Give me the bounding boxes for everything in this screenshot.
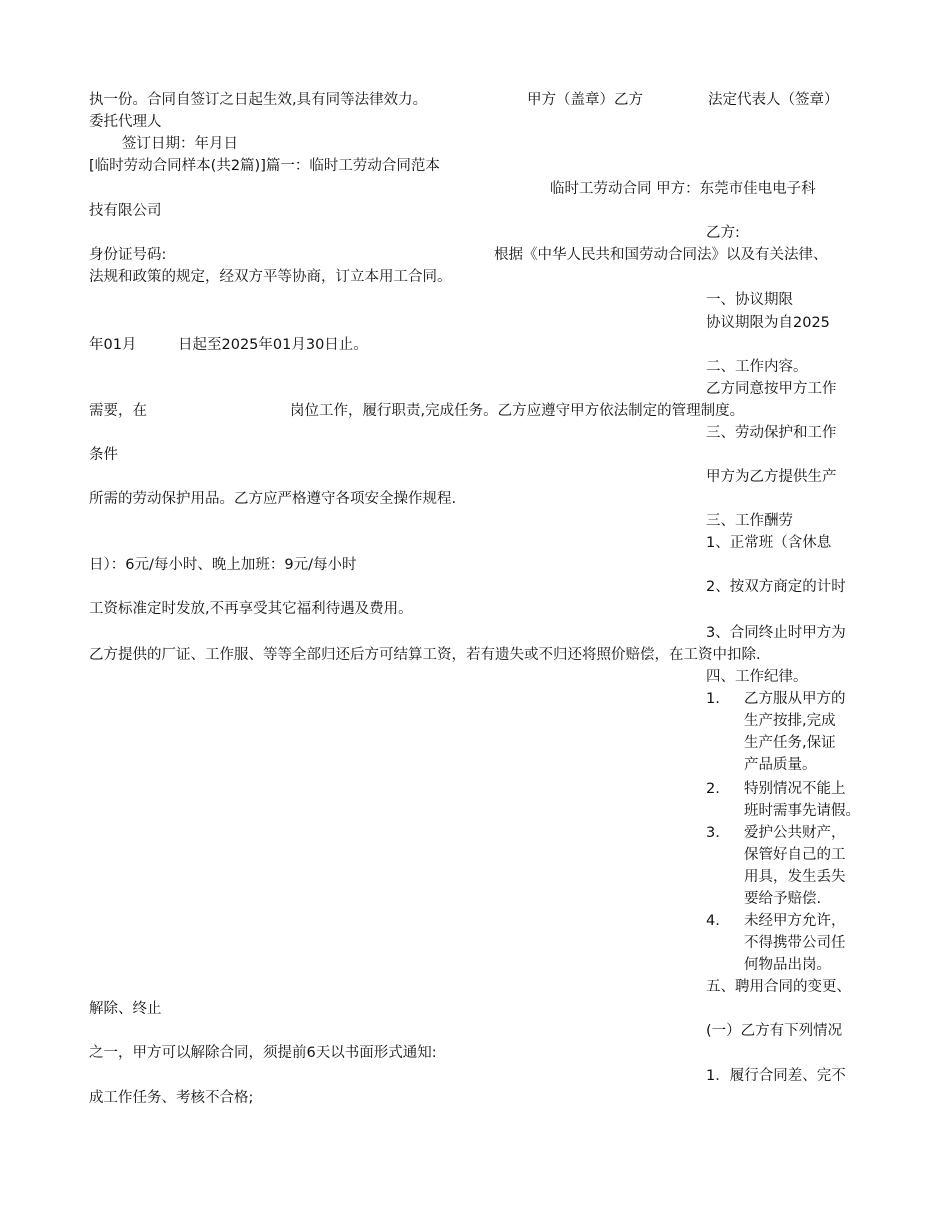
text-line: 法定代表人（签章） <box>708 92 839 108</box>
text-line: 技有限公司 <box>89 203 162 219</box>
text-line: 临时工劳动合同 甲方：东莞市佳电电子科 <box>550 181 816 197</box>
text-line: 乙方同意按甲方工作 <box>706 381 837 397</box>
list-item-text: 乙方服从甲方的 <box>744 691 846 707</box>
text-line: 三、工作酬劳 <box>706 513 793 529</box>
list-number: 2. <box>706 781 720 797</box>
text-line: 1、正常班（含休息 <box>706 535 832 551</box>
text-line: 协议期限为自2025 <box>706 315 830 331</box>
list-item-text: 何物品出岗。 <box>744 957 831 973</box>
list-item-text: 生产任务,保证 <box>744 735 836 751</box>
list-number: 1. <box>706 691 720 707</box>
text-line: 法规和政策的规定，经双方平等协商，订立本用工合同。 <box>89 269 452 285</box>
text-line: 身份证号码: <box>89 247 167 263</box>
text-line: 2、按双方商定的计时 <box>706 579 846 595</box>
text-line: 需要，在 <box>89 403 147 419</box>
text-line: (一）乙方有下列情况 <box>706 1023 843 1039</box>
text-line: 成工作任务、考核不合格; <box>89 1090 254 1106</box>
text-line: 签订日期：年月日 <box>122 136 238 152</box>
list-item-text: 要给予赔偿. <box>744 891 822 907</box>
text-line: 条件 <box>89 447 118 463</box>
text-line: 委托代理人 <box>89 114 162 130</box>
text-line: 甲方（盖章）乙方 <box>527 92 643 108</box>
text-line: [临时劳动合同样本(共2篇)]篇一：临时工劳动合同范本 <box>89 158 440 174</box>
list-item-text: 班时需事先请假。 <box>744 803 860 819</box>
list-item-text: 爱护公共财产， <box>744 825 846 841</box>
text-line: 年01月 <box>89 337 137 353</box>
list-item-text: 用具，发生丢失 <box>744 869 846 885</box>
list-item-text: 产品质量。 <box>744 757 817 773</box>
text-line: 乙方提供的厂证、工作服、等等全部归还后方可结算工资，若有遗失或不归还将照价赔偿，在工资中扣除. <box>89 647 761 663</box>
list-item-text: 未经甲方允许， <box>744 913 846 929</box>
text-line: 解除、终止 <box>89 1001 162 1017</box>
list-item-text: 保管好自己的工 <box>744 847 846 863</box>
text-line: 执一份。合同自签订之日起生效,具有同等法律效力。 <box>89 92 428 108</box>
text-line: 3、合同终止时甲方为 <box>706 625 846 641</box>
text-line: 四、工作纪律。 <box>706 669 808 685</box>
text-line: 二、工作内容。 <box>706 359 808 375</box>
text-line: 工资标准定时发放,不再享受其它福利待遇及费用。 <box>89 601 413 617</box>
text-line: 三、劳动保护和工作 <box>706 425 837 441</box>
text-line: 岗位工作，履行职责,完成任务。乙方应遵守甲方依法制定的管理制度。 <box>290 403 745 419</box>
text-line: 之一，甲方可以解除合同，须提前6天以书面形式通知: <box>89 1045 437 1061</box>
list-number: 3. <box>706 825 720 841</box>
text-line: 五、聘用合同的变更、 <box>706 979 851 995</box>
list-number: 4. <box>706 913 720 929</box>
text-line: 日起至2025年01月30日止。 <box>178 337 368 353</box>
text-line: 1．履行合同差、完不 <box>706 1068 846 1084</box>
text-line: 根据《中华人民共和国劳动合同法》以及有关法律、 <box>494 247 828 263</box>
text-line: 一、协议期限 <box>706 292 793 308</box>
text-line: 甲方为乙方提供生产 <box>706 469 837 485</box>
text-line: 乙方: <box>706 225 740 241</box>
list-item-text: 特别情况不能上 <box>744 781 846 797</box>
list-item-text: 生产按排,完成 <box>744 713 836 729</box>
text-line: 所需的劳动保护用品。乙方应严格遵守各项安全操作规程. <box>89 491 457 507</box>
text-line: 日）：6元/每小时、晚上加班：9元/每小时 <box>89 557 357 573</box>
list-item-text: 不得携带公司任 <box>744 935 846 951</box>
